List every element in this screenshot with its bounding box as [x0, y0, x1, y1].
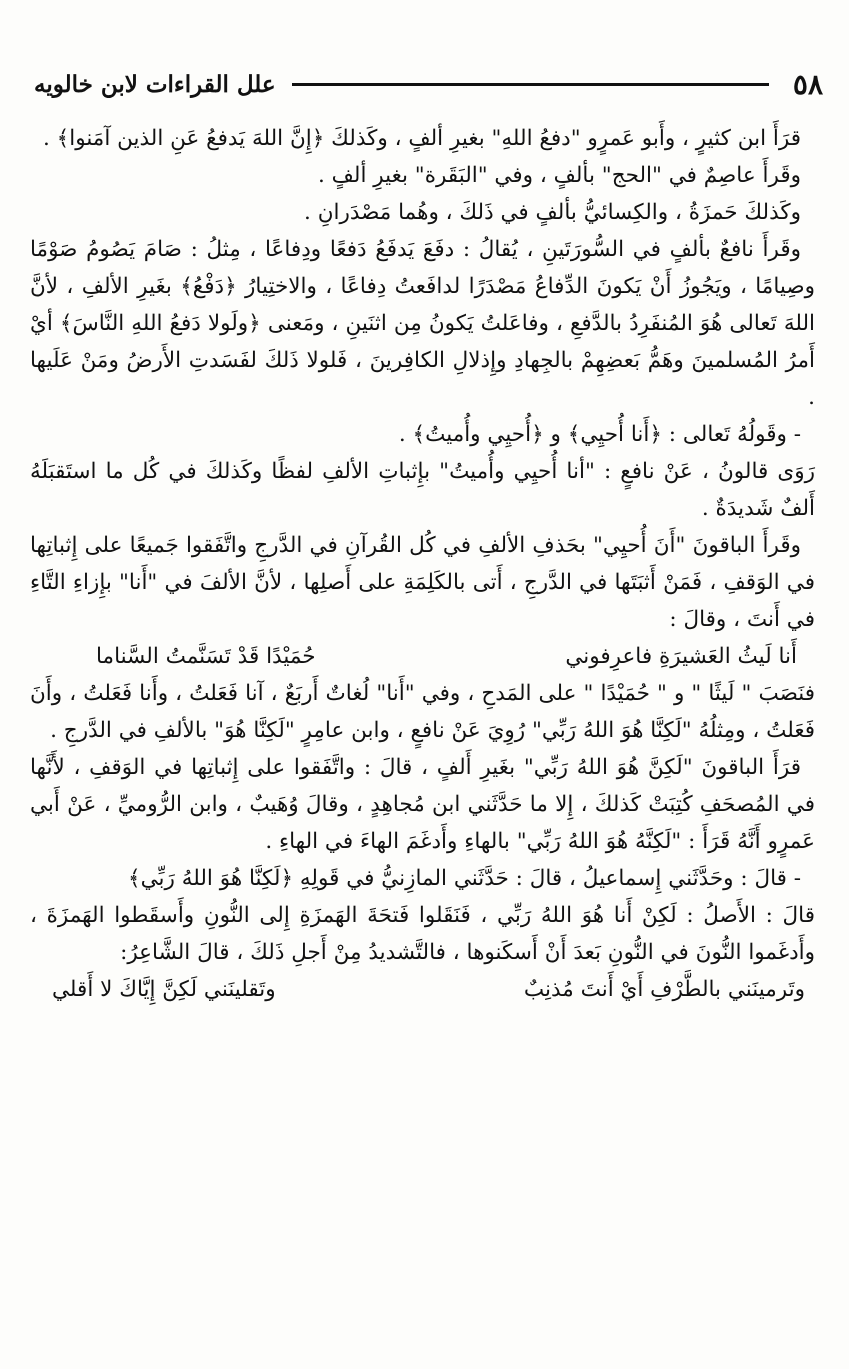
poetry-verse: [30, 971, 815, 1008]
paragraph: قرَأَ ابن كثيرٍ ، وأَبو عَمرٍو "دفعُ اللهِ" بغيرِ ألفٍ ، وكَذلكَ ﴿إِنَّ اللهَ يَدفعُ عَنِ الذين آمَنوا﴾ .: [42, 126, 801, 151]
page-number: ٥٨: [792, 67, 823, 101]
paragraph: رَوَى قالونُ ، عَنْ نافعٍ : "أنا أُحيِي وأُميتُ" بإِثباتِ الألفِ لفظًا وكَذلكَ في كُل ما استَقبَلَهُ أَلفٌ شَديدَةٌ .: [30, 459, 815, 521]
page-header: [34, 64, 823, 104]
verse-second-hemistich: وتَقلينَني لَكِنَّ إِيَّاكَ لا أَقلي: [52, 977, 276, 1002]
paragraph: - قالَ : وحَدَّثَني إِسماعيلُ ، قالَ : حَدَّثَني المازِنيُّ في قَولِهِ ﴿لَكِنَّا هُوَ اللهُ رَبِّي﴾: [128, 866, 801, 891]
paragraph: فنَصَبَ " لَيثًا " و " حُمَيْدًا " على المَدحِ ، وفي "أَنا" لُغاتٌ أَربَعٌ ، آنا فَعَلتُ ، وأَنا فَعَلتُ ، وأَنَ فَعَلتُ ، ومِثلُهُ "لَكِنَّا هُوَ اللهُ رَبِّي" رُوِيَ عَنْ نافعٍ ، وابن عامِرٍ "لَكِنَّا هُوَ" بالألفِ في الدَّرجِ .: [30, 681, 815, 743]
poetry-verse: [30, 638, 815, 675]
header-rule: [292, 83, 769, 86]
paragraph: - وقَولُهُ تَعالى : ﴿أَنا أُحيِي﴾ و ﴿أُحيِي وأُميتُ﴾ .: [398, 422, 801, 447]
verse-first-hemistich: أَنا لَيثُ العَشيرَةِ فاعرِفوني: [565, 644, 797, 669]
paragraph: وقَرأَ عاصِمٌ في "الحج" بألفٍ ، وفي "البَقَرة" بغيرِ ألفٍ .: [317, 163, 801, 188]
verse-second-hemistich: حُمَيْدًا قَدْ تَسَنَّمتُ السَّناما: [96, 644, 316, 669]
page-body: [30, 120, 815, 1008]
verse-first-hemistich: وتَرمينَني بالطَّرْفِ أَيْ أَنتَ مُذنِبٌ: [523, 977, 805, 1002]
paragraph: وكَذلكَ حَمزَةُ ، والكِسائيُّ بألفٍ في ذَلكَ ، وهُما مَصْدَرانِ .: [304, 200, 801, 225]
paragraph: قالَ : الأَصلُ : لَكِنْ أَنا هُوَ اللهُ رَبِّي ، فَنَقَلوا فَتحَةَ الهَمزَةِ إِلى النُّونِ وأَسقَطوا الهَمزَةَ ، وأَدغَموا النُّونَ في النُّونِ بَعدَ أَنْ أَسكَنوها ، فالتَّشديدُ مِنْ أَجلِ ذَلكَ ، قالَ الشَّاعِرُ:: [30, 903, 815, 965]
paragraph: وقَرأَ نافعٌ بألفٍ في السُّورَتَينِ ، يُقالُ : دفَعَ يَدفَعُ دَفعًا ودِفاعًا ، مِثلُ : صَامَ يَصُومُ صَوْمًا وصِيامًا ، ويَجُوزُ أَنْ يَكونَ الدِّفاعُ مَصْدَرًا لدافَعتُ دِفاعًا ، والاختِيارُ ﴿دَفْعُ﴾ بغَيرِ الألفِ ، لأنَّ اللهَ تَعالى هُوَ المُنفَرِدُ بالدَّفعِ ، وفاعَلتُ يَكونُ مِن اثنَينِ ، ومَعنى ﴿ولَولا دَفعُ اللهِ النَّاسَ﴾ أيْ أَمرُ المُسلمينَ وهَمُّ بَعضِهِمْ بالجِهادِ وإِذلالِ الكافِرينَ ، فَلولا ذَلكَ لفَسَدتِ الأَرضُ ومَنْ عَلَيها .: [30, 237, 815, 410]
running-title: علل القراءات لابن خالويه: [34, 70, 276, 98]
paragraph: قرَأَ الباقونَ "لَكِنَّ هُوَ اللهُ رَبِّي" بغَيرِ أَلفٍ ، قالَ : واتَّفَقوا على إِثباتِها في الوَقفِ ، لأَنَّها في المُصحَفِ كُتِبَتْ كَذلكَ ، إِلا ما حَدَّثَني ابن مُجاهِدٍ ، وقالَ وُهَيبٌ ، وابن الرُّوميِّ ، عَنْ أَبي عَمرٍو أَنَّهُ قَرَأَ : "لَكِنَّهُ هُوَ اللهُ رَبِّي" بالهاءِ وأَدغَمَ الهاءَ في الهاءِ .: [30, 755, 815, 854]
paragraph: وقَرأَ الباقونَ "أَنَ أُحيِي" بحَذفِ الألفِ في كُل القُرآنِ في الدَّرجِ واتَّفَقوا جَميعًا على إِثباتِها في الوَقفِ ، فَمَنْ أَثبَتَها في الدَّرجِ ، أَتى بالكَلِمَةِ على أَصلِها ، لأنَّ الألفَ في "أَنا" بإِزاءِ التَّاءِ في أَنتَ ، وقالَ :: [30, 533, 815, 632]
